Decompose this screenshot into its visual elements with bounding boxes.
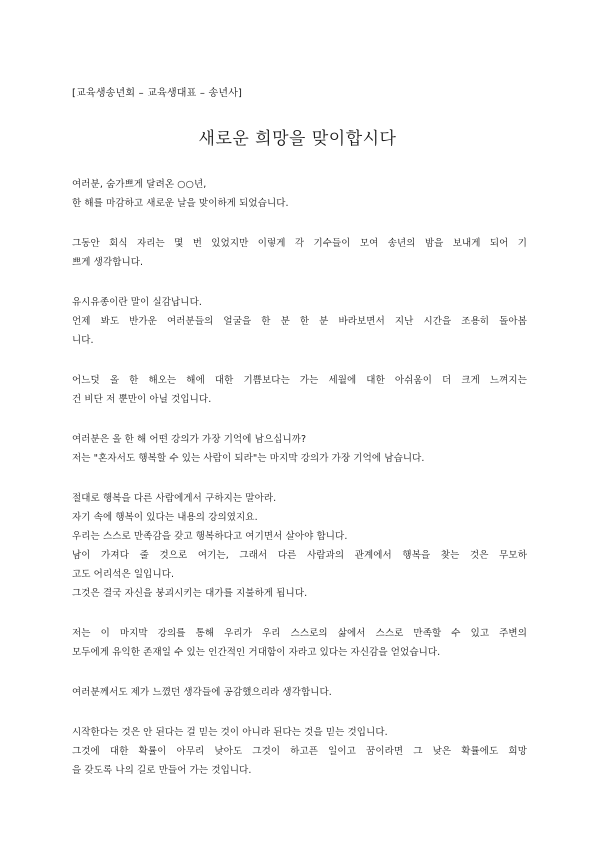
paragraph-line: 니다. [72, 335, 94, 346]
document-body [72, 175, 527, 801]
paragraph-line: 여러분, 숨가쁘게 달려온 ○○년, [72, 179, 207, 190]
paragraph-line: 모두에게 유익한 존재일 수 있는 인간적인 거대함이 자라고 있다는 자신감을 얻었습니다. [72, 647, 441, 658]
paragraph-line: 고도 어리석은 일입니다. [72, 569, 175, 580]
paragraph-line: 그것은 결국 자신을 붕괴시키는 대가를 지불하게 됩니다. [72, 588, 308, 599]
paragraph-line: 저는 이 마지막 강의를 통해 우리가 우리 스스로의 삶에서 스스로 만족할 수 있고 주변의 [72, 628, 527, 639]
paragraph-empathy [72, 683, 527, 702]
paragraph-happiness [72, 489, 527, 603]
paragraph-greeting [72, 175, 527, 213]
paragraph-hope [72, 723, 527, 780]
paragraph-line: 시작한다는 것은 안 된다는 걸 믿는 것이 아니라 된다는 것을 믿는 것입니다. [72, 727, 388, 738]
paragraph-line: 남이 가져다 줄 것으로 여기는, 그래서 다른 사람과의 관계에서 행복을 찾는 것은 무모하 [72, 550, 527, 561]
paragraph-line: 자기 속에 행복이 있다는 내용의 강의였지요. [72, 512, 258, 523]
paragraph-line: 우리는 스스로 만족감을 갖고 행복하다고 여기면서 살아야 합니다. [72, 531, 348, 542]
paragraph-gathering [72, 234, 527, 272]
paragraph-line: 어느덧 올 한 해오는 해에 대한 기쁨보다는 가는 세월에 대한 아쉬움이 더 크게 느껴지는 [72, 375, 527, 386]
document-title: 새로운 희망을 맞이합시다 [198, 129, 397, 149]
document-header: [교육생송년회 – 교육생대표 – 송년사] [72, 88, 243, 99]
paragraph-line: 그것에 대한 확률이 아무리 낮아도 그것이 하고픈 일이고 꿈이라면 그 낮은 확률에도 희망 [72, 746, 527, 757]
paragraph-line: 그동안 회식 자리는 몇 번 있었지만 이렇게 각 기수들이 모여 송년의 밤을 보내게 되어 기 [72, 238, 527, 249]
paragraph-line: 여러분께서도 제가 느꼈던 생각들에 공감했으리라 생각합니다. [72, 687, 332, 698]
paragraph-line: 여러분은 올 한 해 어떤 강의가 가장 기억에 남으십니까? [72, 434, 307, 445]
paragraph-line: 을 갖도록 나의 길로 만들어 가는 것입니다. [72, 765, 252, 776]
paragraph-line: 유시유종이란 말이 실감납니다. [72, 297, 202, 308]
paragraph-confidence [72, 624, 527, 662]
paragraph-line: 한 해를 마감하고 새로운 날을 맞이하게 되었습니다. [72, 198, 289, 209]
paragraph-line: 절대로 행복을 다른 사람에게서 구하지는 말아라. [72, 493, 277, 504]
paragraph-year-end [72, 371, 527, 409]
paragraph-lecture-question [72, 430, 527, 468]
paragraph-reflection [72, 293, 527, 350]
paragraph-line: 저는 "혼자서도 행복할 수 있는 사람이 되라"는 마지막 강의가 가장 기억에 남습니다. [72, 453, 425, 464]
paragraph-line: 언제 봐도 반가운 여러분들의 얼굴을 한 분 한 분 바라보면서 지난 시간을 조용히 돌아봅 [72, 316, 527, 327]
paragraph-line: 쁘게 생각합니다. [72, 257, 144, 268]
paragraph-line: 건 비단 저 뿐만이 아닐 것입니다. [72, 394, 212, 405]
